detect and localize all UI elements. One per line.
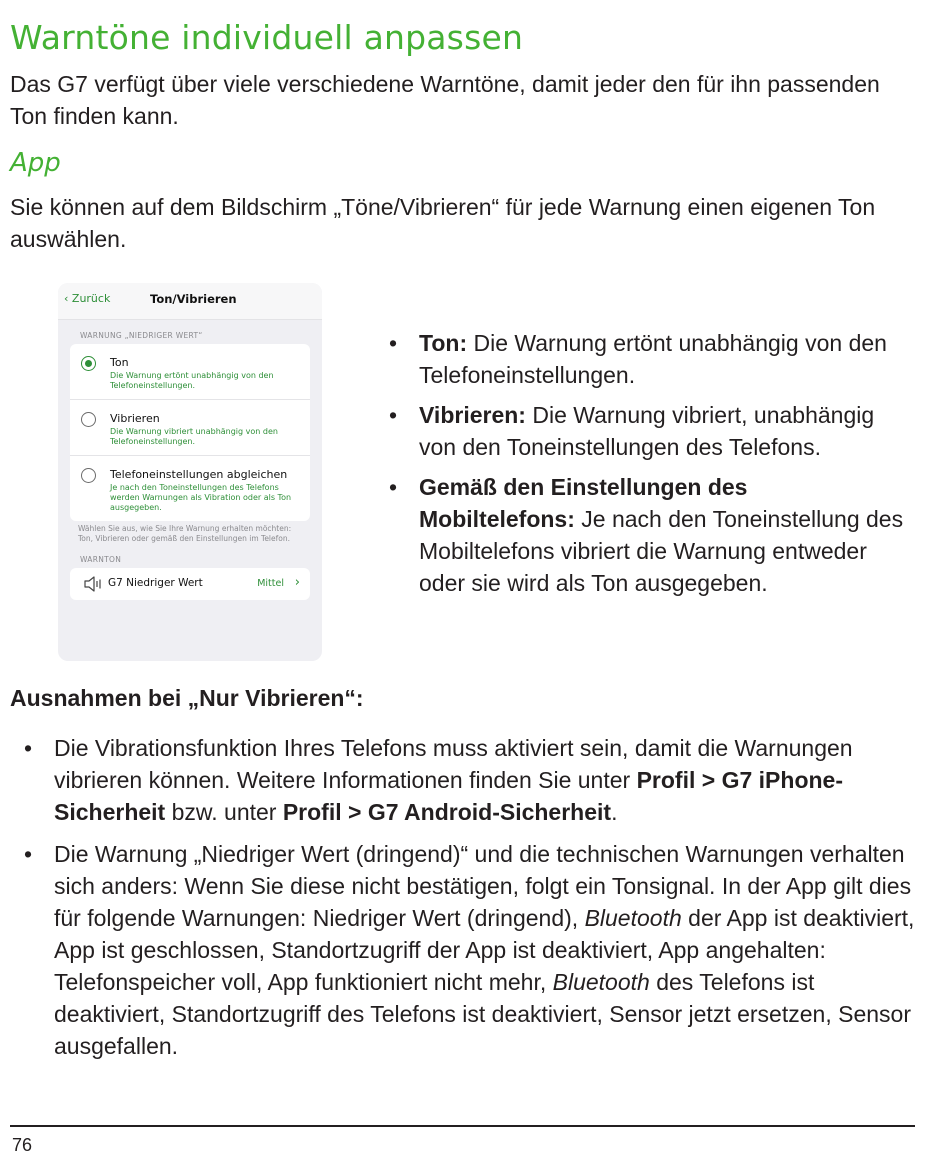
warnton-section-label: WARNTON bbox=[80, 555, 122, 564]
menu-path: Profil > G7 iPhone-Sicherheit bbox=[54, 767, 843, 825]
alert-sound-row[interactable] bbox=[70, 568, 310, 600]
text: Die Vibrationsfunktion Ihres Telefons muss aktiviert sein, damit die Warnungen vibrieren können. Weitere Informationen finden Sie unter bbox=[54, 735, 853, 793]
option-title: Telefoneinstellungen abgleichen bbox=[110, 468, 288, 481]
text: des Telefons ist deaktiviert, Standortzugriff des Telefons ist deaktiviert, Sensor jetzt ersetzen, Sensor ausgefallen. bbox=[54, 969, 911, 1059]
intro-paragraph: Das G7 verfügt über viele verschiedene Warntöne, damit jeder den für ihn passenden Ton finden kann. bbox=[10, 71, 880, 129]
list-item bbox=[20, 732, 915, 828]
page-heading: Warntöne individuell anpassen bbox=[10, 18, 524, 57]
radio-selected-icon[interactable] bbox=[81, 356, 96, 371]
option-sound[interactable] bbox=[70, 344, 310, 400]
section-label: WARNUNG „NIEDRIGER WERT“ bbox=[80, 331, 203, 340]
menu-path: Profil > G7 Android-Sicherheit bbox=[282, 799, 612, 825]
list-item bbox=[20, 838, 915, 1062]
phone-nav-bar bbox=[58, 283, 322, 320]
row-value: Mittel bbox=[257, 578, 284, 589]
app-subheading: App bbox=[10, 148, 61, 178]
option-match-phone[interactable] bbox=[70, 456, 310, 521]
phone-screenshot bbox=[58, 283, 322, 661]
text: bzw. unter bbox=[165, 799, 283, 825]
option-title: Vibrieren bbox=[110, 412, 160, 425]
text: Die Warnung „Niedriger Wert (dringend)“ und die technischen Warnungen verhalten sich anders: Wenn Sie diese nicht bestätigen, folgt ein Tonsignal. In der App gilt dies für folgende Warnungen: Niedriger Wert (dringend), bbox=[54, 841, 912, 931]
radio-icon[interactable] bbox=[81, 412, 96, 427]
page-number: 76 bbox=[12, 1135, 33, 1155]
option-title: Ton bbox=[110, 356, 129, 369]
option-desc: Die Warnung ertönt unabhängig von den Telefoneinstellungen. bbox=[110, 371, 274, 390]
option-desc: Je nach den Toneinstellungen des Telefons werden Warnungen als Vibration oder als Ton ausgegeben. bbox=[110, 483, 292, 512]
option-vibrate[interactable] bbox=[70, 400, 310, 456]
text: . bbox=[611, 799, 618, 825]
options-list bbox=[385, 327, 905, 607]
term-text: Je nach den Toneinstellung des Mobiltelefons vibriert die Warnung entweder oder sie wird als Ton ausgegeben. bbox=[419, 506, 904, 596]
speaker-icon bbox=[84, 576, 104, 592]
app-paragraph: Sie können auf dem Bildschirm „Töne/Vibrieren“ für jede Warnung einen eigenen Ton auswählen. bbox=[10, 194, 876, 252]
text: der App ist deaktiviert, App ist geschlossen, Standortzugriff der App ist deaktiviert, App angehalten: Telefonspeicher voll, App funktioniert nicht mehr, bbox=[54, 905, 915, 995]
list-item bbox=[385, 399, 905, 463]
chevron-right-icon: › bbox=[294, 575, 300, 590]
footer-rule bbox=[10, 1125, 915, 1127]
back-button[interactable]: ‹ Zurück bbox=[64, 292, 111, 305]
term: Vibrieren: bbox=[419, 402, 526, 428]
exceptions-list bbox=[20, 732, 915, 1072]
italic-term: Bluetooth bbox=[552, 969, 650, 995]
italic-term: Bluetooth bbox=[584, 905, 682, 931]
term: Gemäß den Einstellungen des Mobiltelefons: bbox=[419, 474, 748, 532]
list-item bbox=[385, 471, 905, 599]
option-footnote: Wählen Sie aus, wie Sie Ihre Warnung erhalten möchten: Ton, Vibrieren oder gemäß den Einstellungen im Telefon. bbox=[78, 524, 292, 543]
term: Ton: bbox=[419, 330, 468, 356]
row-label: G7 Niedriger Wert bbox=[108, 577, 203, 589]
back-label: Zurück bbox=[71, 292, 111, 305]
phone-title: Ton/Vibrieren bbox=[150, 292, 237, 306]
term-text: Die Warnung ertönt unabhängig von den Telefoneinstellungen. bbox=[419, 330, 887, 388]
radio-icon[interactable] bbox=[81, 468, 96, 483]
term-text: Die Warnung vibriert, unabhängig von den Toneinstellungen des Telefons. bbox=[419, 402, 875, 460]
option-desc: Die Warnung vibriert unabhängig von den Telefoneinstellungen. bbox=[110, 427, 278, 446]
exceptions-heading: Ausnahmen bei „Nur Vibrieren“: bbox=[10, 685, 364, 711]
alert-option-group bbox=[70, 344, 310, 521]
list-item bbox=[385, 327, 905, 391]
